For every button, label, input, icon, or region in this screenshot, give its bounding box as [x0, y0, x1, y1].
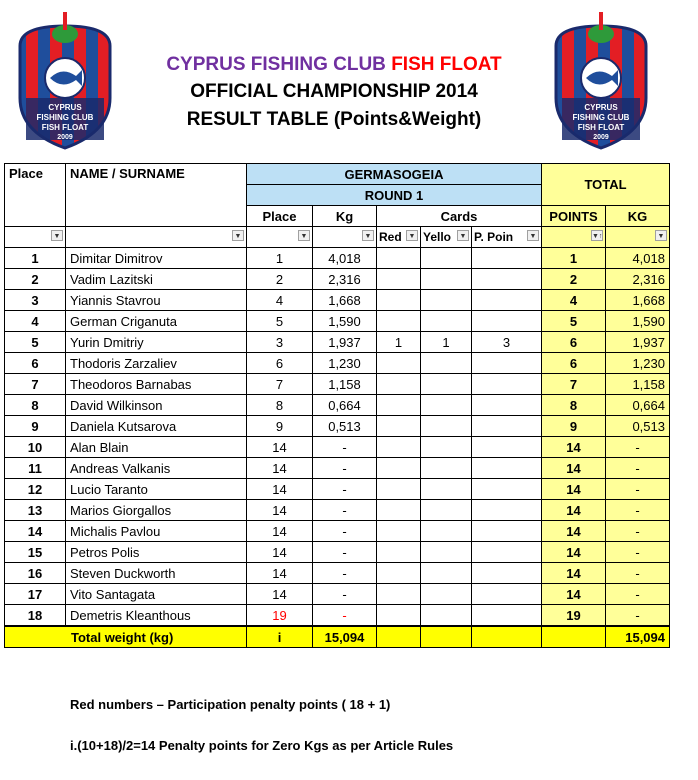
table-row [5, 374, 670, 395]
title-block [120, 52, 548, 134]
row-round-kg: - [313, 437, 377, 458]
row-card-yellow [421, 500, 472, 521]
row-card-red [377, 290, 421, 311]
row-name: Petros Polis [66, 542, 247, 563]
row-place: 1 [5, 248, 66, 269]
header-venue: GERMASOGEIA [247, 164, 542, 185]
club-logo-left [12, 12, 118, 150]
row-place: 7 [5, 374, 66, 395]
row-card-red [377, 563, 421, 584]
row-name: Andreas Valkanis [66, 458, 247, 479]
row-name: Theodoros Barnabas [66, 374, 247, 395]
title-brand: FISH FLOAT [391, 54, 502, 75]
row-name: Marios Giorgallos [66, 500, 247, 521]
row-card-yellow: 1 [421, 332, 472, 353]
row-name: David Wilkinson [66, 395, 247, 416]
table-row [5, 458, 670, 479]
header-round-kg: Kg [313, 206, 377, 227]
row-total-kg: - [606, 437, 670, 458]
table-row [5, 311, 670, 332]
filter-dropdown-icon[interactable]: ▼ [457, 230, 469, 241]
row-card-yellow [421, 248, 472, 269]
filter-cell [313, 227, 377, 248]
row-points: 14 [542, 584, 606, 605]
filter-cell [606, 227, 670, 248]
row-place: 3 [5, 290, 66, 311]
row-place: 16 [5, 563, 66, 584]
row-card-points [472, 500, 542, 521]
svg-text:2009: 2009 [57, 134, 73, 141]
row-name: Daniela Kutsarova [66, 416, 247, 437]
table-row [5, 542, 670, 563]
row-total-kg: 1,590 [606, 311, 670, 332]
row-place: 2 [5, 269, 66, 290]
row-round-kg: - [313, 584, 377, 605]
row-round-kg: 4,018 [313, 248, 377, 269]
row-round-place: 7 [247, 374, 313, 395]
row-card-red [377, 605, 421, 627]
filter-cell-red [377, 227, 421, 248]
row-round-place: 1 [247, 248, 313, 269]
total-empty [472, 626, 542, 648]
row-round-place: 14 [247, 584, 313, 605]
row-points: 8 [542, 395, 606, 416]
row-round-place: 2 [247, 269, 313, 290]
row-points: 9 [542, 416, 606, 437]
row-place: 12 [5, 479, 66, 500]
row-round-kg: - [313, 605, 377, 627]
row-points: 14 [542, 521, 606, 542]
filter-dropdown-icon[interactable]: ▼ [298, 230, 310, 241]
svg-text:FISH FLOAT: FISH FLOAT [577, 123, 625, 132]
row-card-red [377, 479, 421, 500]
svg-text:2009: 2009 [593, 134, 609, 141]
row-total-kg: 1,158 [606, 374, 670, 395]
row-points: 14 [542, 500, 606, 521]
row-total-kg: - [606, 563, 670, 584]
total-row [5, 626, 670, 648]
row-round-kg: - [313, 458, 377, 479]
row-round-place: 4 [247, 290, 313, 311]
row-round-place: 14 [247, 542, 313, 563]
row-place: 13 [5, 500, 66, 521]
row-total-kg: - [606, 479, 670, 500]
row-card-points [472, 416, 542, 437]
row-place: 9 [5, 416, 66, 437]
row-round-kg: - [313, 500, 377, 521]
header-total: TOTAL [542, 164, 670, 206]
row-name: Michalis Pavlou [66, 521, 247, 542]
row-card-red [377, 542, 421, 563]
row-points: 14 [542, 437, 606, 458]
club-logo-right [548, 12, 654, 150]
row-card-points [472, 269, 542, 290]
row-card-points [472, 248, 542, 269]
card-points-label: P. Poin [474, 229, 514, 244]
row-place: 8 [5, 395, 66, 416]
row-name: Demetris Kleanthous [66, 605, 247, 627]
row-points: 2 [542, 269, 606, 290]
filter-cell [5, 227, 66, 248]
row-points: 4 [542, 290, 606, 311]
row-card-yellow [421, 416, 472, 437]
row-card-points [472, 584, 542, 605]
row-card-yellow [421, 374, 472, 395]
header-name: NAME / SURNAME [66, 164, 247, 227]
row-points: 14 [542, 458, 606, 479]
row-place: 6 [5, 353, 66, 374]
row-points: 7 [542, 374, 606, 395]
total-empty [421, 626, 472, 648]
row-card-yellow [421, 479, 472, 500]
row-card-points [472, 395, 542, 416]
row-round-place: 14 [247, 521, 313, 542]
row-place: 14 [5, 521, 66, 542]
row-total-kg: 1,668 [606, 290, 670, 311]
row-card-yellow [421, 269, 472, 290]
row-card-points [472, 458, 542, 479]
table-row [5, 353, 670, 374]
row-total-kg: 1,230 [606, 353, 670, 374]
row-total-kg: - [606, 458, 670, 479]
header-round-place: Place [247, 206, 313, 227]
total-empty [377, 626, 421, 648]
header-cards: Cards [377, 206, 542, 227]
row-card-red [377, 269, 421, 290]
note-penalty: Red numbers – Participation penalty points ( 18 + 1) [70, 697, 391, 712]
row-round-kg: - [313, 563, 377, 584]
table-row [5, 563, 670, 584]
row-name: Yurin Dmitriy [66, 332, 247, 353]
row-round-kg: 0,664 [313, 395, 377, 416]
row-round-place: 14 [247, 479, 313, 500]
header-round: ROUND 1 [247, 185, 542, 206]
filter-cell-penalty [472, 227, 542, 248]
filter-cell [66, 227, 247, 248]
filter-dropdown-icon[interactable]: ▼ [51, 230, 63, 241]
row-round-kg: 1,230 [313, 353, 377, 374]
row-points: 14 [542, 479, 606, 500]
row-round-place: 5 [247, 311, 313, 332]
row-points: 14 [542, 563, 606, 584]
row-total-kg: 0,664 [606, 395, 670, 416]
filter-dropdown-icon[interactable]: ▼ [232, 230, 244, 241]
row-card-yellow [421, 353, 472, 374]
row-points: 19 [542, 605, 606, 627]
card-yellow-label: Yello [423, 229, 452, 244]
row-round-place: 8 [247, 395, 313, 416]
svg-text:FISH FLOAT: FISH FLOAT [41, 123, 89, 132]
row-round-place: 3 [247, 332, 313, 353]
table-row [5, 395, 670, 416]
row-place: 18 [5, 605, 66, 627]
sort-filter-icon[interactable]: ▼↑ [591, 230, 603, 241]
row-card-yellow [421, 563, 472, 584]
total-empty [542, 626, 606, 648]
filter-dropdown-icon[interactable]: ▼ [655, 230, 667, 241]
row-card-points [472, 479, 542, 500]
row-card-points: 3 [472, 332, 542, 353]
row-card-yellow [421, 395, 472, 416]
row-card-red [377, 311, 421, 332]
row-round-kg: - [313, 479, 377, 500]
svg-text:CYPRUS: CYPRUS [584, 103, 618, 112]
total-kg: 15,094 [313, 626, 377, 648]
row-card-red [377, 374, 421, 395]
row-points: 6 [542, 353, 606, 374]
total-label [5, 626, 247, 648]
row-place: 17 [5, 584, 66, 605]
header-kg: KG [606, 206, 670, 227]
table-row [5, 605, 670, 627]
row-round-place: 6 [247, 353, 313, 374]
row-card-yellow [421, 542, 472, 563]
row-card-points [472, 374, 542, 395]
row-round-kg: 1,158 [313, 374, 377, 395]
table-row [5, 416, 670, 437]
table-row [5, 269, 670, 290]
row-card-yellow [421, 311, 472, 332]
row-round-kg: 2,316 [313, 269, 377, 290]
row-round-kg: 1,668 [313, 290, 377, 311]
filter-dropdown-icon[interactable]: ▼ [362, 230, 374, 241]
row-card-red [377, 395, 421, 416]
filter-dropdown-icon[interactable]: ▼ [527, 230, 539, 241]
row-total-kg: - [606, 521, 670, 542]
row-name: Thodoris Zarzaliev [66, 353, 247, 374]
filter-cell-yellow [421, 227, 472, 248]
table-row [5, 248, 670, 269]
row-round-kg: - [313, 521, 377, 542]
row-card-red [377, 416, 421, 437]
table-row [5, 500, 670, 521]
row-place: 5 [5, 332, 66, 353]
row-card-yellow [421, 584, 472, 605]
svg-text:CYPRUS: CYPRUS [48, 103, 82, 112]
row-total-kg: 4,018 [606, 248, 670, 269]
row-name: Vadim Lazitski [66, 269, 247, 290]
row-points: 6 [542, 332, 606, 353]
filter-cell [542, 227, 606, 248]
note-zero-kg: i.(10+18)/2=14 Penalty points for Zero Kgs as per Article Rules [70, 738, 454, 753]
svg-text:FISHING CLUB: FISHING CLUB [36, 113, 94, 122]
result-table-title: RESULT TABLE (Points&Weight) [186, 109, 482, 130]
row-round-kg: 0,513 [313, 416, 377, 437]
page-title [120, 52, 548, 78]
table-row [5, 584, 670, 605]
filter-cell [247, 227, 313, 248]
row-total-kg: - [606, 542, 670, 563]
row-card-yellow [421, 605, 472, 627]
table-row [5, 479, 670, 500]
row-points: 5 [542, 311, 606, 332]
row-name: Dimitar Dimitrov [66, 248, 247, 269]
row-card-yellow [421, 290, 472, 311]
row-card-red: 1 [377, 332, 421, 353]
filter-row [5, 227, 670, 248]
row-name: German Criganuta [66, 311, 247, 332]
row-card-red [377, 458, 421, 479]
row-round-place: 14 [247, 500, 313, 521]
row-card-red [377, 500, 421, 521]
championship-title: OFFICIAL CHAMPIONSHIP 2014 [190, 81, 478, 102]
row-card-points [472, 563, 542, 584]
row-name: Yiannis Stavrou [66, 290, 247, 311]
row-total-kg: 0,513 [606, 416, 670, 437]
row-place: 10 [5, 437, 66, 458]
row-total-kg: - [606, 605, 670, 627]
row-round-kg: 1,937 [313, 332, 377, 353]
table-row [5, 290, 670, 311]
header-place: Place [5, 164, 66, 227]
card-red-label: Red [379, 229, 402, 244]
row-name: Vito Santagata [66, 584, 247, 605]
total-label-text: Total weight (kg) [71, 629, 174, 645]
total-mark: i [247, 626, 313, 648]
row-card-red [377, 437, 421, 458]
row-card-points [472, 542, 542, 563]
row-total-kg: 2,316 [606, 269, 670, 290]
row-round-kg: 1,590 [313, 311, 377, 332]
table-row [5, 437, 670, 458]
title-club: CYPRUS FISHING CLUB [166, 54, 386, 75]
filter-dropdown-icon[interactable]: ▼ [406, 230, 418, 241]
row-place: 15 [5, 542, 66, 563]
total-tkg: 15,094 [606, 626, 670, 648]
header-points: POINTS [542, 206, 606, 227]
row-round-place: 9 [247, 416, 313, 437]
row-name: Steven Duckworth [66, 563, 247, 584]
row-card-yellow [421, 437, 472, 458]
row-total-kg: - [606, 500, 670, 521]
results-table [4, 163, 670, 648]
row-card-yellow [421, 458, 472, 479]
row-name: Alan Blain [66, 437, 247, 458]
row-card-yellow [421, 521, 472, 542]
row-card-red [377, 584, 421, 605]
table-row [5, 332, 670, 353]
row-total-kg: - [606, 584, 670, 605]
row-round-place: 14 [247, 563, 313, 584]
row-card-points [472, 437, 542, 458]
row-card-red [377, 353, 421, 374]
row-card-points [472, 290, 542, 311]
row-place: 11 [5, 458, 66, 479]
row-points: 1 [542, 248, 606, 269]
row-card-red [377, 521, 421, 542]
row-card-points [472, 353, 542, 374]
row-name: Lucio Taranto [66, 479, 247, 500]
row-card-points [472, 605, 542, 627]
table-row [5, 521, 670, 542]
row-card-points [472, 311, 542, 332]
row-round-place: 14 [247, 458, 313, 479]
row-round-kg: - [313, 542, 377, 563]
row-round-place: 14 [247, 437, 313, 458]
row-round-place: 19 [247, 605, 313, 627]
row-place: 4 [5, 311, 66, 332]
row-card-red [377, 248, 421, 269]
row-total-kg: 1,937 [606, 332, 670, 353]
row-card-points [472, 521, 542, 542]
row-points: 14 [542, 542, 606, 563]
svg-text:FISHING CLUB: FISHING CLUB [572, 113, 630, 122]
